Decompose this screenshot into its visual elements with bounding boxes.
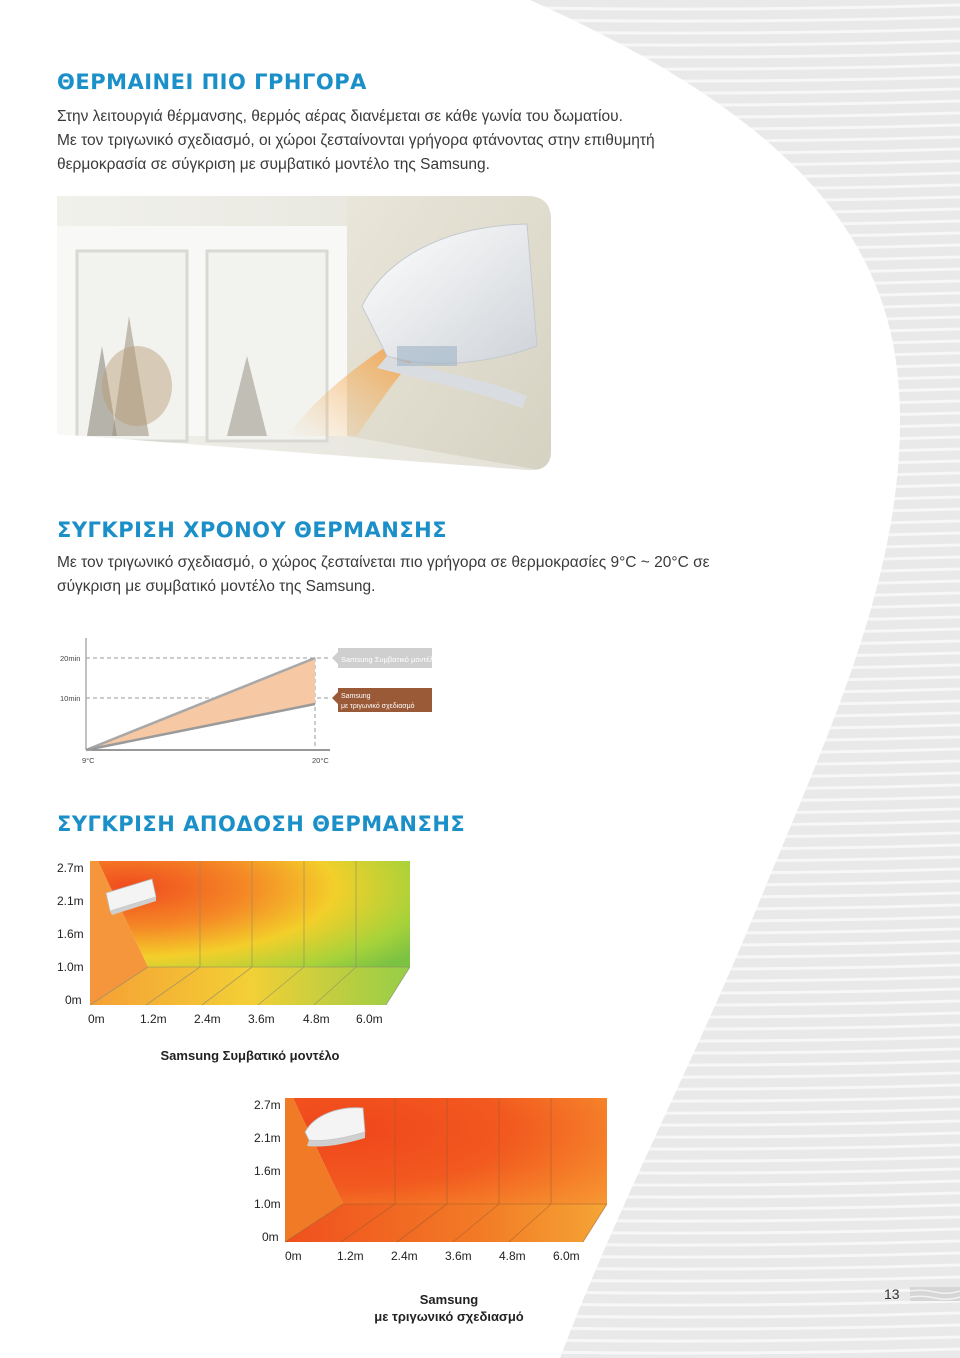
section-title-heating-performance: ΣΥΓΚΡΙΣΗ ΑΠΟΔΟΣΗ ΘΕΡΜΑΝΣΗΣ	[57, 812, 466, 836]
caption-triangular	[349, 1291, 549, 1325]
section-title-heating-time: ΣΥΓΚΡΙΣΗ ΧΡΟΝΟΥ ΘΕΡΜΑΝΣΗΣ	[57, 518, 448, 542]
x-tick-label: 1.2m	[337, 1249, 364, 1263]
x-tick-label: 4.8m	[303, 1012, 330, 1026]
y-tick-label: 2.7m	[254, 1098, 281, 1112]
y-tick-label: 2.7m	[57, 861, 84, 875]
x-tick-label: 9°C	[82, 756, 95, 765]
y-tick-label: 0m	[65, 993, 82, 1007]
x-tick-label: 0m	[88, 1012, 105, 1026]
legend-triangular-line2: με τριγωνικό σχεδιασμό	[341, 703, 415, 710]
air-conditioner-photo	[57, 196, 551, 472]
section2-paragraph	[57, 551, 710, 599]
page-number-stripe	[910, 1287, 960, 1301]
legend-conventional-label: Samsung Συμβατικό μοντέλο	[341, 655, 438, 664]
x-tick-label: 6.0m	[356, 1012, 383, 1026]
y-tick-label: 0m	[262, 1230, 279, 1244]
x-tick-label: 4.8m	[499, 1249, 526, 1263]
x-tick-label: 3.6m	[248, 1012, 275, 1026]
section1-line: Με τον τριγωνικό σχεδιασμό, οι χώροι ζεσταίνονται γρήγορα φτάνοντας στην επιθυμητή	[57, 132, 655, 149]
y-tick-label: 10min	[60, 694, 81, 703]
caption-triangular-line2: με τριγωνικό σχεδιασμό	[374, 1309, 524, 1324]
x-tick-label: 3.6m	[445, 1249, 472, 1263]
heating-time-chart	[50, 632, 470, 772]
section1-paragraph	[57, 105, 655, 177]
section1-line: θερμοκρασία σε σύγκριση με συμβατικό μοντέλο της Samsung.	[57, 156, 490, 173]
x-tick-label: 2.4m	[194, 1012, 221, 1026]
heat-map-triangular	[245, 1092, 625, 1267]
section2-line: σύγκριση με συμβατικό μοντέλο της Samsung.	[57, 578, 376, 595]
x-tick-label: 20°C	[312, 756, 329, 765]
caption-triangular-line1: Samsung	[419, 1292, 479, 1307]
y-tick-label: 1.6m	[254, 1164, 281, 1178]
section2-line: Με τον τριγωνικό σχεδιασμό, ο χώρος ζεσταίνεται πιο γρήγορα σε θερμοκρασίες 9°C ~ 20°C σε	[57, 554, 710, 571]
y-tick-label: 1.0m	[254, 1197, 281, 1211]
x-tick-label: 2.4m	[391, 1249, 418, 1263]
y-tick-label: 1.0m	[57, 960, 84, 974]
y-tick-label: 2.1m	[254, 1131, 281, 1145]
section1-line: Στην λειτουργιά θέρμανσης, θερμός αέρας διανέμεται σε κάθε γωνία του δωματίου.	[57, 108, 623, 125]
heat-map-conventional	[50, 855, 430, 1030]
y-tick-label: 1.6m	[57, 927, 84, 941]
y-tick-label: 2.1m	[57, 894, 84, 908]
x-tick-label: 6.0m	[553, 1249, 580, 1263]
legend-triangular-line1: Samsung	[341, 693, 371, 700]
caption-conventional: Samsung Συμβατικό μοντέλο	[160, 1048, 340, 1063]
x-tick-label: 1.2m	[140, 1012, 167, 1026]
y-tick-label: 20min	[60, 654, 81, 663]
section-title-heats-faster: ΘΕΡΜΑΙΝΕΙ ΠΙΟ ΓΡΗΓΟΡΑ	[57, 70, 367, 94]
x-tick-label: 0m	[285, 1249, 302, 1263]
page-number: 13	[884, 1286, 900, 1302]
heat-back-wall	[98, 861, 410, 967]
